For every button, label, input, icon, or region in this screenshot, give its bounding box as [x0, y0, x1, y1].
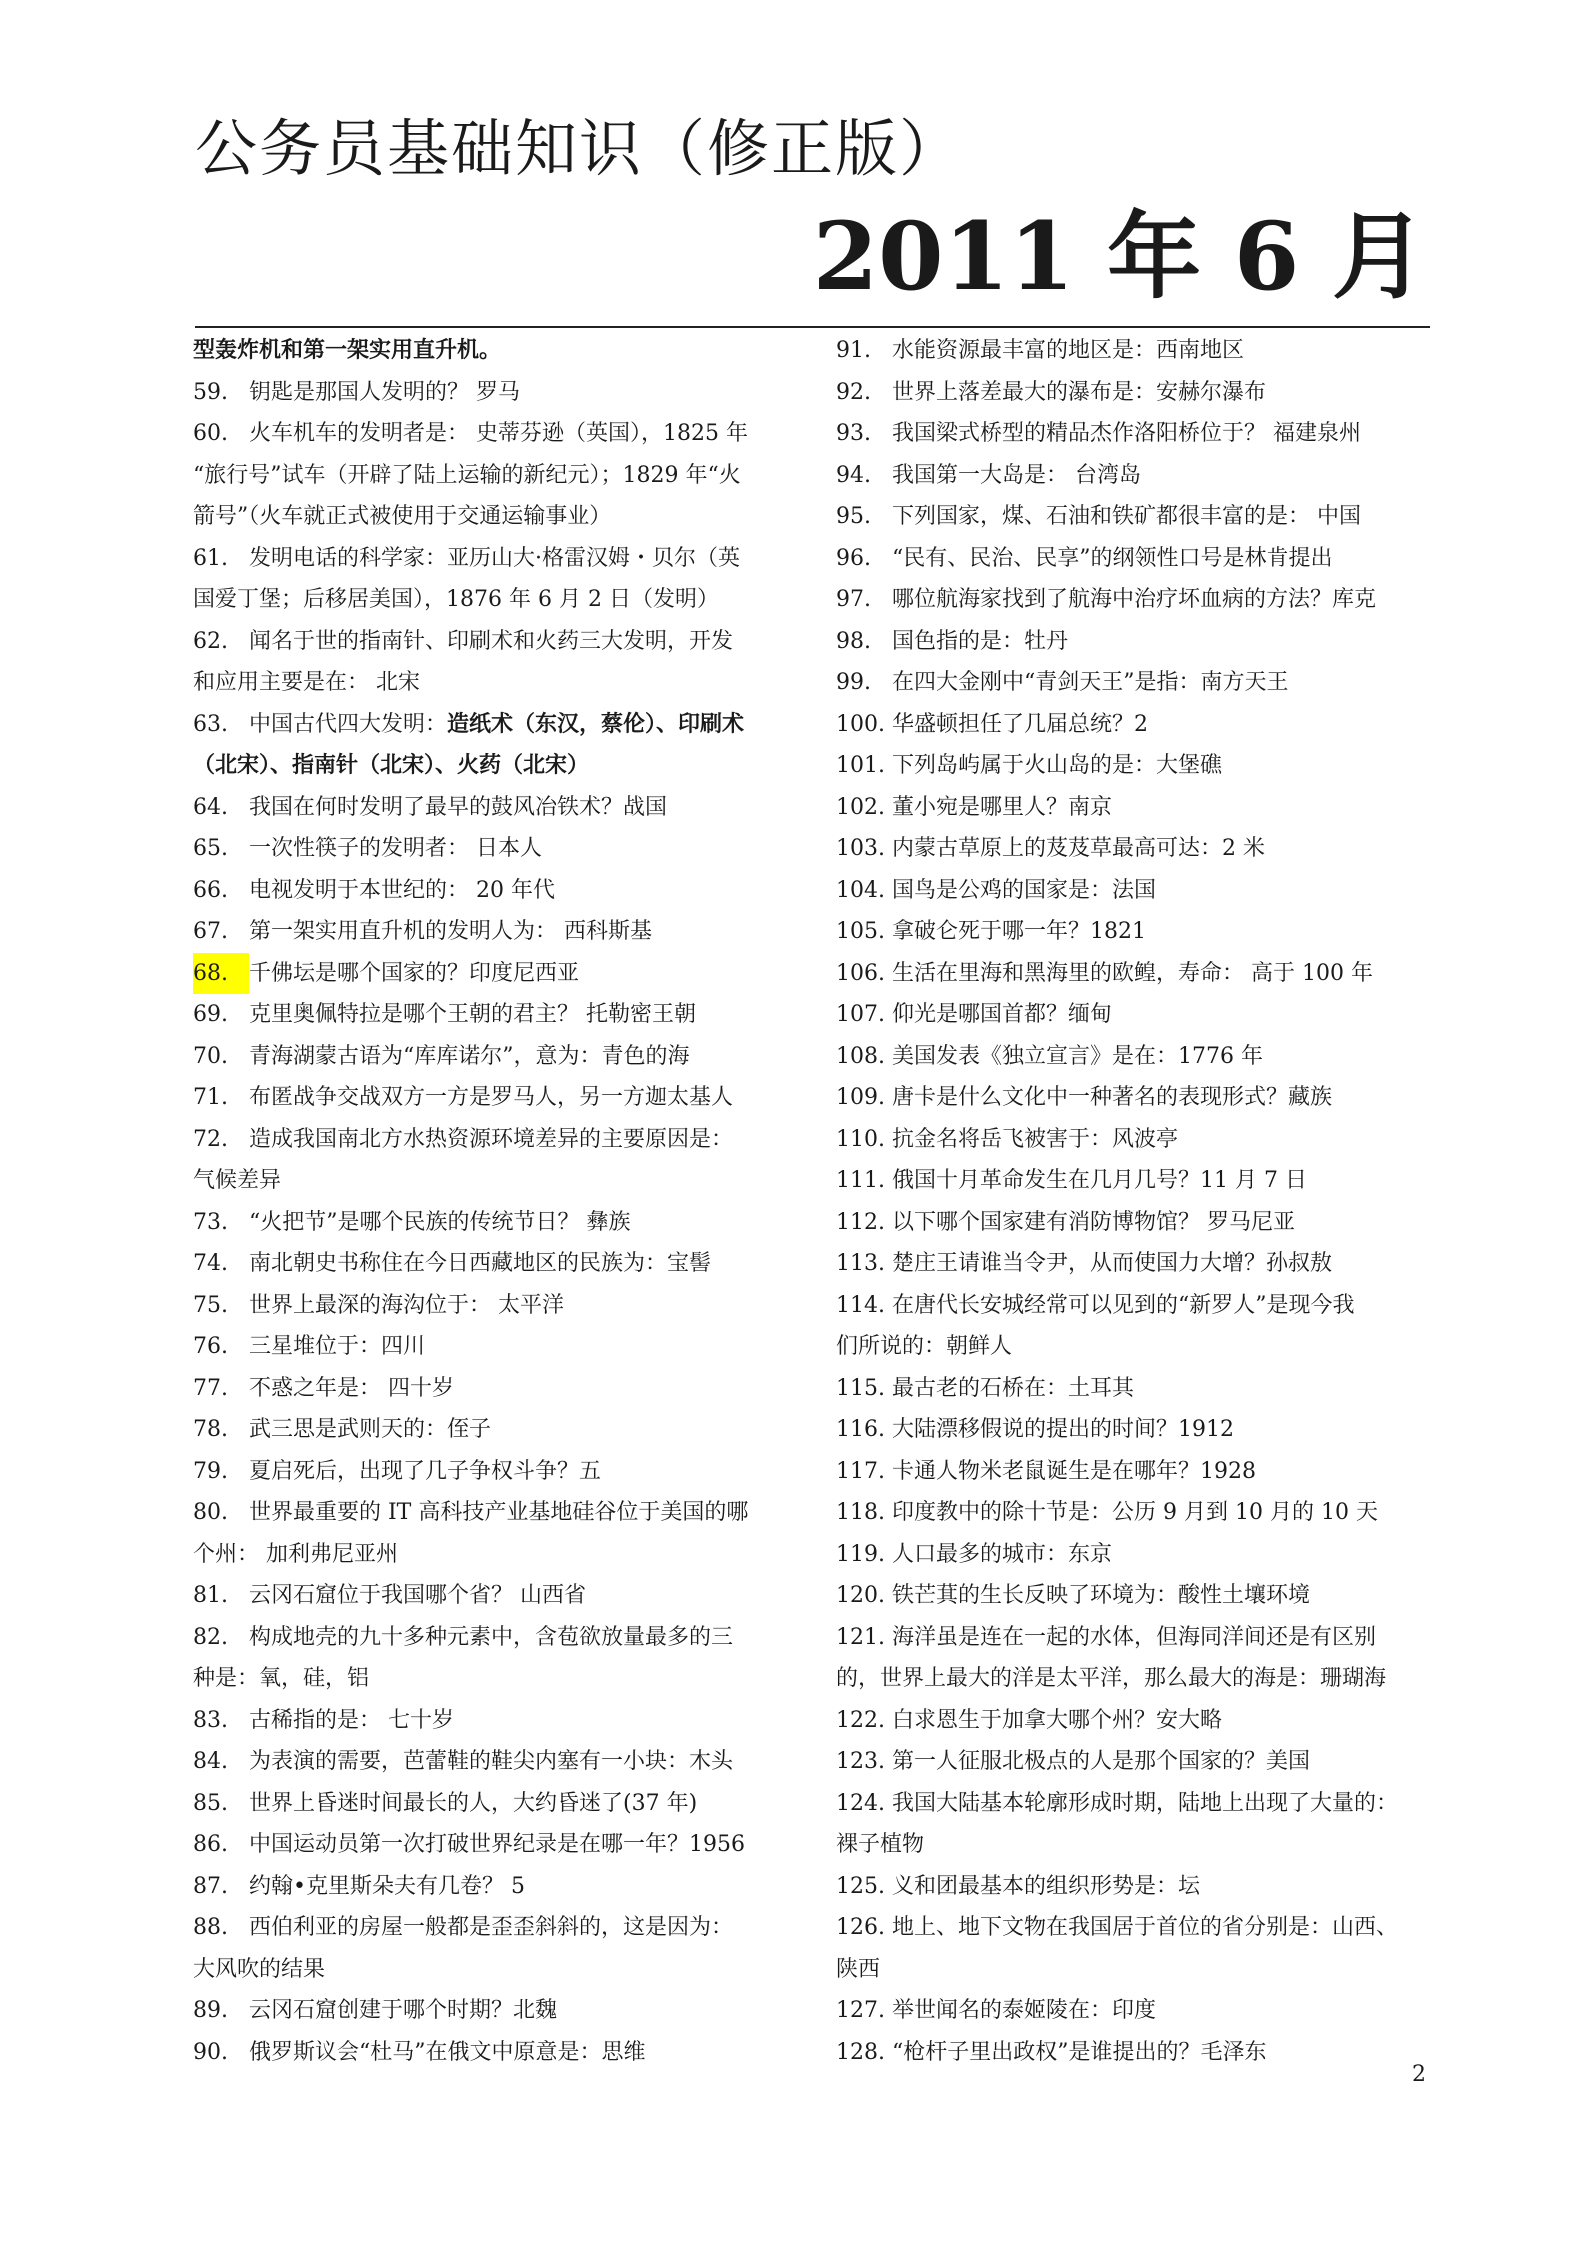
item-number: 97.: [836, 587, 871, 612]
text-line: [836, 1285, 1431, 1327]
text-line: [836, 787, 1431, 829]
text-line: [193, 1949, 788, 1991]
text-line: [193, 1036, 788, 1078]
text-line: [836, 330, 1431, 372]
text-line: [836, 1907, 1431, 1949]
item-number: 88.: [193, 1915, 228, 1940]
item-text: 哪位航海家找到了航海中治疗坏血病的方法？库克: [892, 587, 1377, 612]
item-text: 海洋虽是连在一起的水体，但海同洋间还是有区别: [892, 1624, 1377, 1650]
item-number: 115.: [836, 1375, 885, 1401]
text-line: [193, 330, 788, 372]
item-text: 闻名于世的指南针、印刷术和火药三大发明，开发: [249, 628, 734, 654]
text-line: [193, 1741, 788, 1783]
item-text: 中国古代四大发明：: [249, 711, 448, 737]
item-text: 的，世界上最大的洋是太平洋，那么最大的海是：珊瑚海: [836, 1666, 1387, 1691]
item-number: 119.: [836, 1541, 885, 1567]
item-text: 我国大陆基本轮廓形成时期，陆地上出现了大量的：: [892, 1790, 1399, 1816]
item-number: 101.: [836, 753, 885, 778]
item-number: 118.: [836, 1500, 885, 1525]
text-line: [836, 1368, 1431, 1410]
item-number: 106.: [836, 960, 885, 986]
item-text: 俄罗斯议会“杜马”在俄文中原意是：思维: [249, 2039, 646, 2065]
document-title: 公务员基础知识（修正版）: [195, 112, 964, 185]
right-column: [836, 330, 1431, 2073]
item-text: “旅行号”试车（开辟了陆上运输的新纪元）；1829 年“火: [193, 462, 741, 488]
item-number: 65.: [193, 836, 228, 861]
text-line: [193, 1617, 788, 1659]
item-number: 78.: [193, 1417, 228, 1442]
item-text: 华盛顿担任了几届总统？2: [892, 711, 1148, 737]
item-text: 地上、地下文物在我国居于首位的省分别是：山西、: [892, 1915, 1399, 1940]
item-text: 卡通人物米老鼠诞生是在哪年？1928: [892, 1458, 1256, 1484]
item-number: 63.: [193, 711, 228, 737]
item-number: 103.: [836, 836, 885, 861]
item-text: 铁芒萁的生长反映了环境为：酸性土壤环境: [892, 1583, 1311, 1608]
item-number: 80.: [193, 1500, 228, 1525]
item-text: 钥匙是那国人发明的？ 罗马: [249, 379, 520, 405]
item-text: 拿破仑死于哪一年？1821: [892, 919, 1146, 944]
item-text: 人口最多的城市：东京: [892, 1541, 1113, 1567]
item-text: 国色指的是：牡丹: [892, 628, 1069, 654]
item-number: 120.: [836, 1583, 885, 1608]
item-number: 114.: [836, 1292, 885, 1318]
item-text: 抗金名将岳飞被害于：风波亭: [892, 1126, 1179, 1152]
item-text: 种是：氧，硅，铝: [193, 1666, 370, 1691]
item-text: 三星堆位于：四川: [249, 1334, 426, 1359]
text-line: [193, 745, 788, 787]
item-text: 俄国十月革命发生在几月几号？11 月 7 日: [892, 1168, 1307, 1193]
text-line: [836, 1990, 1431, 2032]
text-line: [836, 1160, 1431, 1202]
item-text: 楚庄王请谁当令尹，从而使国力大增？孙叔敖: [892, 1251, 1333, 1276]
text-line: [836, 1409, 1431, 1451]
item-text: 武三思是武则天的：侄子: [249, 1417, 492, 1442]
item-text: “民有、民治、民享”的纲领性口号是林肯提出: [892, 545, 1333, 571]
item-text: 唐卡是什么文化中一种著名的表现形式？藏族: [892, 1085, 1333, 1110]
item-number: 61.: [193, 545, 228, 571]
item-text: 在唐代长安城经常可以见到的“新罗人”是现今我: [892, 1292, 1355, 1318]
item-text: 约翰•克里斯朵夫有几卷？ 5: [249, 1873, 525, 1899]
item-text: 董小宛是哪里人？南京: [892, 794, 1113, 820]
item-number: 102.: [836, 794, 885, 820]
item-number: 79.: [193, 1458, 228, 1484]
text-line: [836, 1534, 1431, 1576]
item-text: 气候差异: [193, 1168, 282, 1193]
item-number: 105.: [836, 919, 885, 944]
text-line: [193, 662, 788, 704]
item-number: 113.: [836, 1251, 885, 1276]
text-line: [836, 1949, 1431, 1991]
item-text: 大陆漂移假说的提出的时间？1912: [892, 1417, 1234, 1442]
item-number: 89.: [193, 1998, 228, 2023]
text-line: [193, 1409, 788, 1451]
text-line: [193, 787, 788, 829]
item-text: 中国运动员第一次打破世界纪录是在哪一年？1956: [249, 1832, 745, 1857]
item-number: 100.: [836, 711, 885, 737]
item-number: 104.: [836, 877, 885, 903]
item-text: 火车机车的发明者是： 史蒂芬逊（英国），1825 年: [249, 421, 748, 446]
item-text: 世界上最深的海沟位于： 太平洋: [249, 1292, 564, 1318]
left-column: [193, 330, 788, 2073]
item-text: 青海湖蒙古语为“库库诺尔”，意为：青色的海: [249, 1043, 690, 1069]
text-line: [193, 1783, 788, 1825]
text-line: [836, 1492, 1431, 1534]
item-number: 77.: [193, 1375, 228, 1401]
item-number: 94.: [836, 462, 871, 488]
text-line: [193, 1368, 788, 1410]
item-number: 70.: [193, 1043, 228, 1069]
text-line: [193, 496, 788, 538]
item-number: 124.: [836, 1790, 885, 1816]
item-number: 121.: [836, 1624, 885, 1650]
text-line: [193, 1658, 788, 1700]
item-number: 84.: [193, 1749, 228, 1774]
text-line: [836, 745, 1431, 787]
item-text: 南北朝史书称住在今日西藏地区的民族为：宝髻: [249, 1251, 712, 1276]
text-line: [193, 704, 788, 746]
text-line: [836, 455, 1431, 497]
text-line: [193, 1451, 788, 1493]
item-number: 67.: [193, 919, 228, 944]
text-line: [836, 1077, 1431, 1119]
text-line: [836, 828, 1431, 870]
text-line: [193, 579, 788, 621]
text-line: [193, 828, 788, 870]
text-line: [193, 1077, 788, 1119]
item-number: 123.: [836, 1749, 885, 1774]
text-line: [836, 1119, 1431, 1161]
item-text: 印度教中的除十节是：公历 9 月到 10 月的 10 天: [892, 1500, 1378, 1525]
item-number: 60.: [193, 421, 228, 446]
text-line: [193, 1160, 788, 1202]
text-line: [836, 621, 1431, 663]
item-number: 85.: [193, 1790, 228, 1816]
item-text: 型轰炸机和第一架实用直升机。: [193, 337, 502, 363]
page-number: 2: [1412, 2062, 1426, 2087]
item-text: 我国梁式桥型的精品杰作洛阳桥位于？ 福建泉州: [892, 421, 1361, 446]
item-text: 们所说的：朝鲜人: [836, 1334, 1013, 1359]
item-text: 和应用主要是在： 北宋: [193, 670, 420, 695]
item-number: 116.: [836, 1417, 885, 1442]
item-text: 白求恩生于加拿大哪个州？安大略: [892, 1707, 1223, 1733]
item-text-bold: 造纸术（东汉，蔡伦）、印刷术: [447, 710, 745, 737]
item-text: 一次性筷子的发明者： 日本人: [249, 836, 542, 861]
item-number: 111.: [836, 1168, 885, 1193]
text-line: [193, 1285, 788, 1327]
item-text: （北宋）、指南针（北宋）、火药（北宋）: [193, 752, 590, 778]
item-text: 大风吹的结果: [193, 1956, 326, 1982]
item-text: 世界最重要的 IT 高科技产业基地硅谷位于美国的哪: [249, 1500, 749, 1525]
item-text: 发明电话的科学家：亚历山大·格雷汉姆・贝尔（英: [249, 545, 740, 571]
text-line: [836, 662, 1431, 704]
item-text: 布匿战争交战双方一方是罗马人，另一方迦太基人: [249, 1085, 734, 1110]
text-line: [193, 1119, 788, 1161]
item-number: 96.: [836, 545, 871, 571]
text-line: [836, 1617, 1431, 1659]
item-number: 86.: [193, 1832, 228, 1857]
item-text: 陕西: [836, 1956, 881, 1982]
item-number: 66.: [193, 877, 228, 903]
text-line: [836, 1036, 1431, 1078]
text-line: [836, 1700, 1431, 1742]
text-line: [193, 413, 788, 455]
item-text: 生活在里海和黑海里的欧鳇，寿命： 高于 100 年: [892, 960, 1373, 986]
item-number: 64.: [193, 794, 228, 820]
item-text: 第一架实用直升机的发明人为： 西科斯基: [249, 919, 652, 944]
item-text: 义和团最基本的组织形势是：坛: [892, 1873, 1201, 1899]
item-text: 西伯利亚的房屋一般都是歪歪斜斜的，这是因为：: [249, 1915, 734, 1940]
item-number: 68.: [193, 953, 249, 995]
item-number: 71.: [193, 1085, 228, 1110]
item-number: 91.: [836, 338, 871, 363]
item-text: 电视发明于本世纪的： 20 年代: [249, 877, 555, 903]
text-line: [836, 953, 1431, 995]
item-text: 为表演的需要，芭蕾鞋的鞋尖内塞有一小块：木头: [249, 1749, 734, 1774]
item-text: 云冈石窟创建于哪个时期？北魏: [249, 1998, 558, 2023]
text-line: [836, 911, 1431, 953]
item-text: 世界上昏迷时间最长的人，大约昏迷了(37 年): [249, 1790, 698, 1816]
text-line: [193, 1575, 788, 1617]
item-number: 127.: [836, 1998, 885, 2023]
item-text: 千佛坛是哪个国家的？印度尼西亚: [249, 960, 580, 986]
item-number: 76.: [193, 1334, 228, 1359]
item-number: 72.: [193, 1126, 228, 1152]
item-number: 108.: [836, 1043, 885, 1069]
item-number: 81.: [193, 1583, 228, 1608]
text-line: [193, 1243, 788, 1285]
item-text: 仰光是哪国首都？缅甸: [892, 1002, 1113, 1027]
item-text: 下列国家，煤、石油和铁矿都很丰富的是： 中国: [892, 504, 1361, 529]
text-line: [836, 1783, 1431, 1825]
text-line: [193, 1700, 788, 1742]
item-number: 62.: [193, 628, 228, 654]
text-line: [836, 413, 1431, 455]
item-number: 112.: [836, 1209, 885, 1235]
text-line: [193, 1907, 788, 1949]
text-line: [193, 1824, 788, 1866]
header-divider: [195, 326, 1430, 328]
text-line: [836, 1326, 1431, 1368]
item-text: 第一人征服北极点的人是那个国家的？美国: [892, 1749, 1311, 1774]
item-text: 个州： 加利弗尼亚州: [193, 1541, 398, 1567]
item-text: “火把节”是哪个民族的传统节日？ 彝族: [249, 1209, 631, 1235]
text-line: [193, 870, 788, 912]
document-date: 2011 年 6 月: [812, 202, 1426, 312]
item-text: 国爱丁堡；后移居美国），1876 年 6 月 2 日（发明）: [193, 587, 719, 612]
text-line: [193, 1866, 788, 1908]
item-number: 59.: [193, 379, 228, 405]
text-line: [836, 1866, 1431, 1908]
item-text: 国鸟是公鸡的国家是：法国: [892, 877, 1157, 903]
item-text: 美国发表《独立宣言》是在：1776 年: [892, 1043, 1263, 1069]
item-number: 126.: [836, 1915, 885, 1940]
text-line: [193, 1492, 788, 1534]
item-number: 74.: [193, 1251, 228, 1276]
item-text: 夏启死后，出现了几子争权斗争？五: [249, 1458, 602, 1484]
item-text: 最古老的石桥在：土耳其: [892, 1375, 1135, 1401]
item-number: 69.: [193, 1002, 228, 1027]
item-text: 下列岛屿属于火山岛的是：大堡礁: [892, 753, 1223, 778]
item-number: 87.: [193, 1873, 228, 1899]
item-number: 117.: [836, 1458, 885, 1484]
item-text: 古稀指的是： 七十岁: [249, 1707, 454, 1733]
item-number: 128.: [836, 2039, 885, 2065]
text-line: [836, 538, 1431, 580]
item-text: 在四大金刚中“青剑天王”是指：南方天王: [892, 670, 1289, 695]
item-text: 内蒙古草原上的芨芨草最高可达：2 米: [892, 836, 1265, 861]
item-number: 125.: [836, 1873, 885, 1899]
item-number: 83.: [193, 1707, 228, 1733]
text-line: [193, 1202, 788, 1244]
item-text: 水能资源最丰富的地区是：西南地区: [892, 338, 1245, 363]
text-line: [836, 704, 1431, 746]
text-line: [836, 1202, 1431, 1244]
item-text: 构成地壳的九十多种元素中，含苞欲放量最多的三: [249, 1624, 734, 1650]
item-number: 75.: [193, 1292, 228, 1318]
text-line: [193, 1326, 788, 1368]
item-text: 克里奥佩特拉是哪个王朝的君主？ 托勒密王朝: [249, 1002, 696, 1027]
text-line: [193, 538, 788, 580]
text-line: [836, 1741, 1431, 1783]
item-number: 122.: [836, 1707, 885, 1733]
text-line: [193, 1534, 788, 1576]
text-line: [193, 455, 788, 497]
text-line: [193, 994, 788, 1036]
text-line: [193, 621, 788, 663]
text-line: [836, 994, 1431, 1036]
item-text: 我国第一大岛是： 台湾岛: [892, 462, 1141, 488]
item-text: 不惑之年是： 四十岁: [249, 1375, 454, 1401]
text-line: [836, 870, 1431, 912]
text-line: [836, 496, 1431, 538]
item-text: 裸子植物: [836, 1832, 925, 1857]
item-text: 箭号”（火车就正式被使用于交通运输事业）: [193, 504, 612, 529]
item-number: 98.: [836, 628, 871, 654]
item-text: 世界上落差最大的瀑布是：安赫尔瀑布: [892, 379, 1267, 405]
item-number: 92.: [836, 379, 871, 405]
text-line: [193, 2032, 788, 2074]
item-text: 造成我国南北方水热资源环境差异的主要原因是：: [249, 1126, 734, 1152]
text-line: [193, 1990, 788, 2032]
item-number: 109.: [836, 1085, 885, 1110]
item-number: 73.: [193, 1209, 228, 1235]
text-line: [836, 1824, 1431, 1866]
text-line: [836, 372, 1431, 414]
text-line: [836, 1658, 1431, 1700]
item-number: 99.: [836, 670, 871, 695]
item-number: 110.: [836, 1126, 885, 1152]
item-number: 95.: [836, 504, 871, 529]
text-line: [193, 372, 788, 414]
text-line: [193, 911, 788, 953]
text-line: [193, 953, 788, 995]
item-text: 举世闻名的泰姬陵在：印度: [892, 1998, 1157, 2023]
item-number: 82.: [193, 1624, 228, 1650]
text-line: [836, 1243, 1431, 1285]
text-line: [836, 1575, 1431, 1617]
item-number: 107.: [836, 1002, 885, 1027]
text-line: [836, 1451, 1431, 1493]
item-text: 我国在何时发明了最早的鼓风冶铁术？战国: [249, 794, 668, 820]
item-text: 云冈石窟位于我国哪个省？ 山西省: [249, 1583, 586, 1608]
text-line: [836, 579, 1431, 621]
item-text: “枪杆子里出政权”是谁提出的？毛泽东: [892, 2039, 1267, 2065]
item-text: 以下哪个国家建有消防博物馆？ 罗马尼亚: [892, 1209, 1295, 1235]
item-number: 93.: [836, 421, 871, 446]
text-line: [836, 2032, 1431, 2074]
item-number: 90.: [193, 2039, 228, 2065]
